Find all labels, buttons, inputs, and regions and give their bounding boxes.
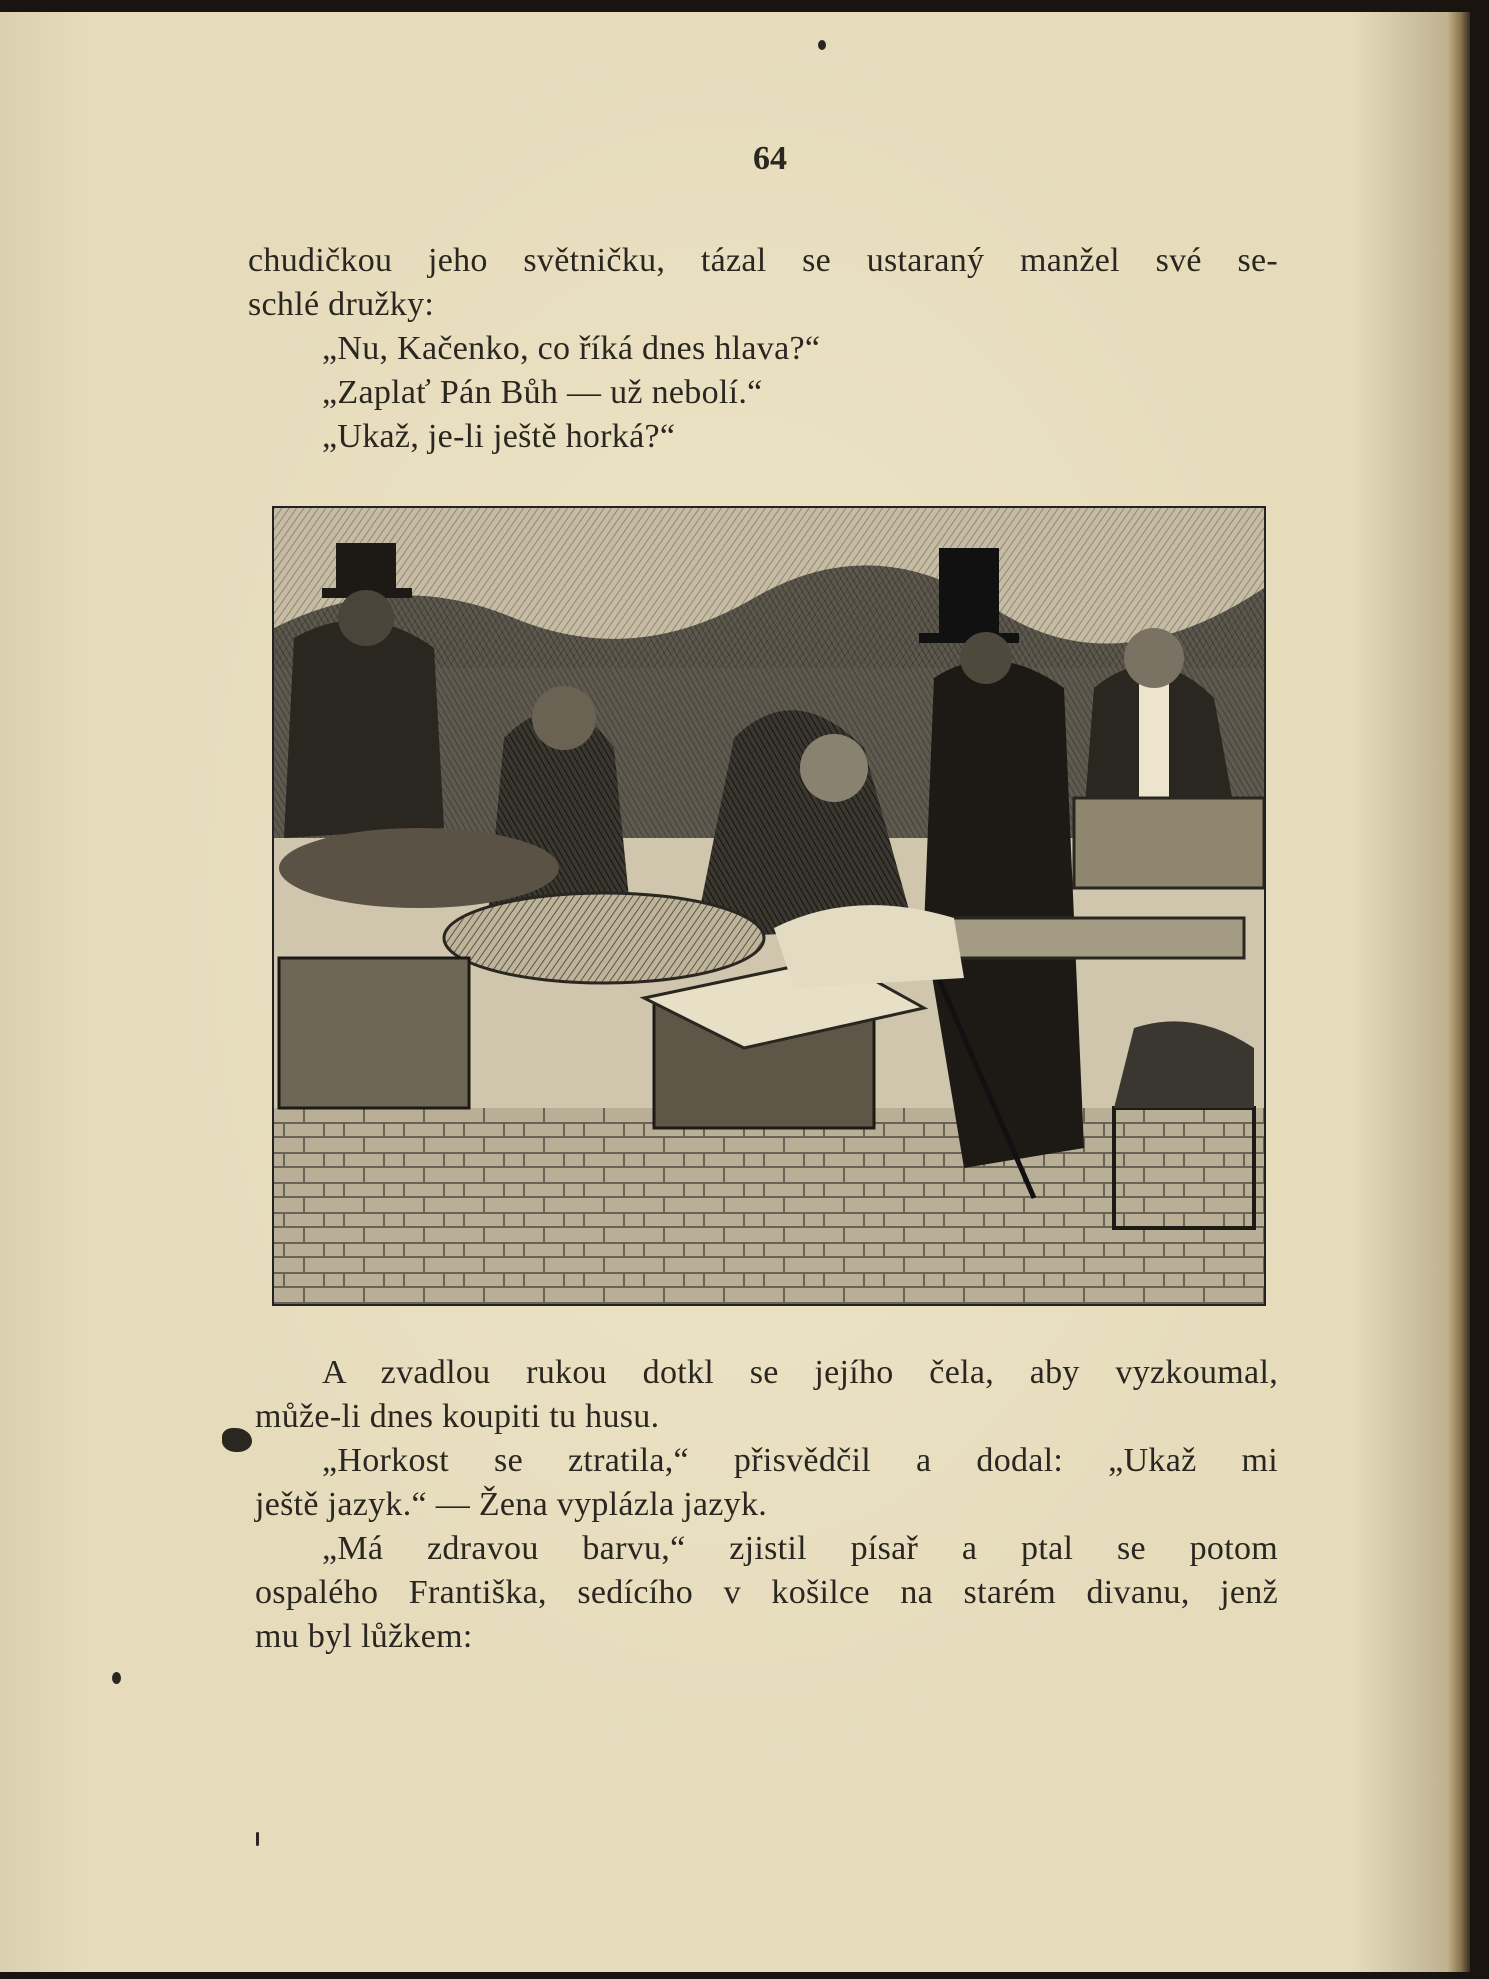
market-illustration xyxy=(272,506,1266,1306)
book-page xyxy=(0,12,1470,1972)
text-line: „Horkost se ztratila,“ přisvědčil a dodal: „Ukaž mi xyxy=(322,1442,1278,1479)
text-line: „Ukaž, je-li ještě horká?“ xyxy=(322,418,676,455)
ink-speck xyxy=(256,1832,259,1846)
text-line: „Má zdravou barvu,“ zjistil písař a ptal se potom xyxy=(322,1530,1278,1567)
page-gutter xyxy=(1446,12,1470,1972)
ink-blot xyxy=(222,1428,252,1452)
text-line: A zvadlou rukou dotkl se jejího čela, aby vyzkoumal, xyxy=(322,1354,1278,1391)
text-line: ještě jazyk.“ — Žena vyplázla jazyk. xyxy=(255,1486,768,1523)
text-line: mu byl lůžkem: xyxy=(255,1618,473,1655)
ink-speck xyxy=(112,1672,121,1684)
text-line: může-li dnes koupiti tu husu. xyxy=(255,1398,660,1435)
text-line: chudičkou jeho světničku, tázal se ustaraný manžel své se- xyxy=(248,242,1278,279)
text-line: ospalého Františka, sedícího v košilce na starém divanu, jenž xyxy=(255,1574,1278,1611)
text-line: schlé družky: xyxy=(248,286,435,323)
text-line: „Zaplať Pán Bůh — už nebolí.“ xyxy=(322,374,763,411)
text-line: „Nu, Kačenko, co říká dnes hlava?“ xyxy=(322,330,821,367)
ink-speck xyxy=(818,40,826,50)
illustration-image xyxy=(274,508,1264,1304)
page-number: 64 xyxy=(753,140,787,177)
